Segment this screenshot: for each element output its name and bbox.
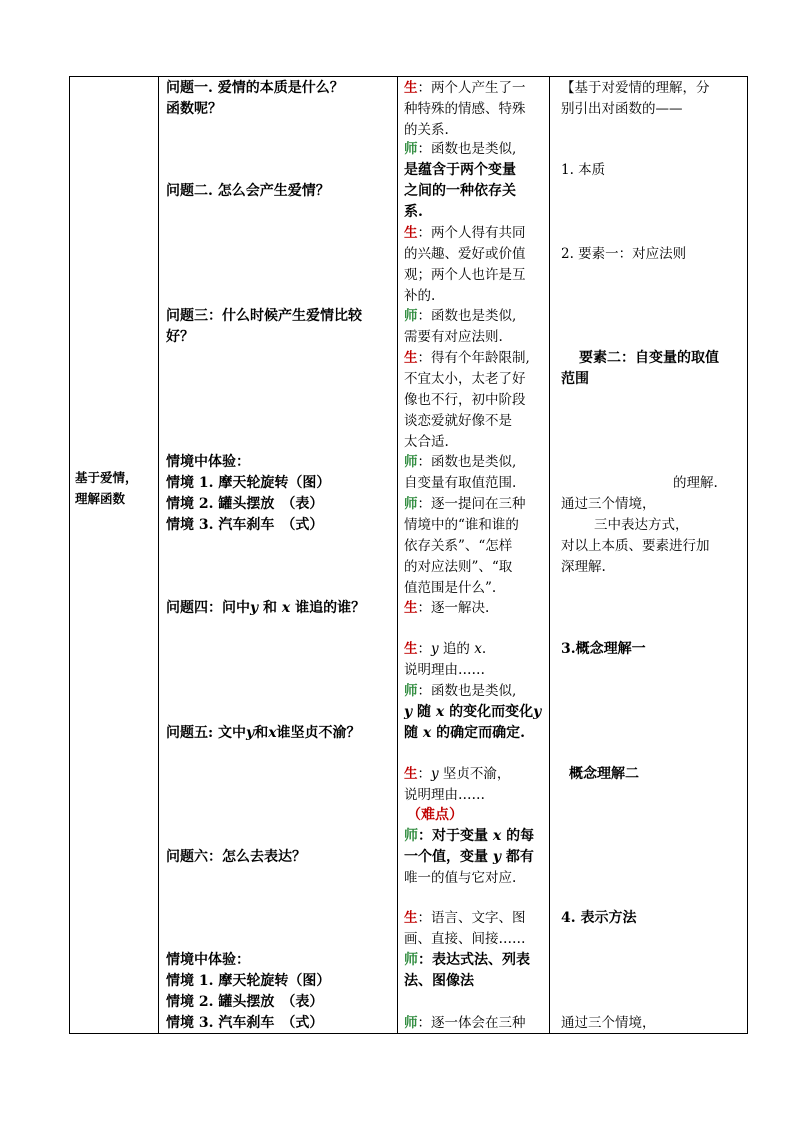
dialog-text: 是蕴含于两个变量 bbox=[404, 162, 516, 178]
question-4-var-x: x bbox=[281, 600, 291, 616]
dialog-text: 需要有对应法则. bbox=[404, 329, 503, 345]
column-divider-3 bbox=[549, 76, 550, 1034]
dialog-text: 补的. bbox=[404, 288, 436, 304]
question-3-line-1: 问题三：什么时候产生爱情比较 bbox=[166, 308, 362, 324]
lesson-table bbox=[69, 76, 748, 1034]
note-element-1: 2. 要素一：对应法则 bbox=[561, 246, 687, 262]
question-1-line-1: 问题一. 爱情的本质是什么？ bbox=[166, 80, 344, 96]
row-label-line-1: 基于爱情， bbox=[75, 470, 138, 485]
student-line: 生：y 坚贞不渝， bbox=[404, 766, 511, 782]
student-line: 生：两个人产生了一 bbox=[404, 80, 526, 96]
dialog-text: 太合适. bbox=[404, 434, 449, 450]
situation-2-2: 情境 2. 罐头摆放 （表） bbox=[166, 994, 324, 1010]
note-understanding-5: 深理解. bbox=[561, 559, 606, 575]
dialog-text: 自变量有取值范围. bbox=[404, 475, 517, 491]
question-4-post: 谁追的谁？ bbox=[290, 600, 366, 616]
situation-heading-2: 情境中体验： bbox=[166, 952, 250, 968]
dialog-text: 说明理由…… bbox=[404, 662, 485, 678]
dialog-text: 情境中的“谁和谁的 bbox=[404, 517, 519, 533]
dialog-text: 种特殊的情感、特殊 bbox=[404, 101, 526, 117]
dialog-text: 系. bbox=[404, 204, 423, 220]
teacher-line: 师：函数也是类似, bbox=[404, 454, 517, 470]
speaker-student: 生 bbox=[404, 350, 418, 366]
teacher-line: 师：表达式法、列表 bbox=[404, 952, 530, 968]
note-understanding-3: 三中表达方式， bbox=[594, 517, 689, 533]
var-y: y bbox=[431, 641, 439, 657]
dialog-text: 一个值，变量 y 都有 bbox=[404, 849, 534, 865]
speaker-student: 生 bbox=[404, 80, 418, 96]
dialog-text: 法、图像法 bbox=[404, 973, 474, 989]
dialog-text: 不宜太小，太老了好 bbox=[404, 371, 526, 387]
dialog-text: 像也不行，初中阶段 bbox=[404, 392, 526, 408]
question-5 bbox=[166, 723, 361, 744]
question-5-var-x: x bbox=[268, 725, 277, 741]
question-4-var-y: y bbox=[250, 600, 259, 616]
dialog-text: 说明理由…… bbox=[404, 787, 485, 803]
table-top-border bbox=[69, 76, 748, 77]
note-element-2-line-2: 范围 bbox=[561, 371, 589, 387]
note-element-2-line-1: 要素二：自变量的取值 bbox=[579, 350, 719, 366]
question-4-mid: 和 bbox=[258, 600, 282, 616]
situation-1-2: 情境 2. 罐头摆放 （表） bbox=[166, 496, 324, 512]
note-essence: 1. 本质 bbox=[561, 162, 606, 178]
speaker-teacher: 师 bbox=[404, 454, 418, 470]
dialog-text: 随 x 的确定而确定. bbox=[404, 725, 525, 741]
notes-intro-line-1: 【基于对爱情的理解，分 bbox=[561, 80, 710, 96]
dialog-text: 之间的一种依存关 bbox=[404, 183, 516, 199]
note-concept-1: 3.概念理解一 bbox=[561, 641, 646, 657]
dialog-text: 唯一的值与它对应. bbox=[404, 870, 517, 886]
speaker-teacher: 师 bbox=[404, 496, 418, 512]
question-5-var-y: y bbox=[246, 725, 255, 741]
row-label bbox=[75, 467, 157, 509]
note-representation: 4. 表示方法 bbox=[561, 910, 637, 926]
dialog-text: y 随 x 的变化而变化y bbox=[404, 704, 542, 720]
speaker-teacher: 师 bbox=[404, 141, 418, 157]
student-line: 生：得有个年龄限制, bbox=[404, 350, 530, 366]
speaker-teacher: 师 bbox=[404, 952, 418, 968]
situation-1-3: 情境 3. 汽车刹车 （式） bbox=[166, 517, 324, 533]
column-divider-2 bbox=[397, 76, 398, 1034]
dialog-text: 值范围是什么”. bbox=[404, 580, 497, 596]
question-5-pre: 问题五: 文中 bbox=[166, 725, 247, 741]
teacher-line: 师：函数也是类似, bbox=[404, 141, 517, 157]
dialog-text: 的对应法则”、“取 bbox=[404, 559, 513, 575]
speaker-student: 生 bbox=[404, 225, 418, 241]
question-1-line-2: 函数呢？ bbox=[166, 101, 222, 117]
dialog-text: 观；两个人也许是互 bbox=[404, 267, 526, 283]
note-understanding-2: 通过三个情境， bbox=[561, 496, 656, 512]
speaker-student: 生 bbox=[404, 600, 418, 616]
dialog-text: 依存关系”、“怎样 bbox=[404, 538, 513, 554]
student-line: 生：y 追的 x. bbox=[404, 641, 487, 657]
speaker-teacher: 师 bbox=[404, 308, 418, 324]
note-three-situations: 通过三个情境， bbox=[561, 1015, 656, 1031]
speaker-student: 生 bbox=[404, 641, 418, 657]
column-divider-1 bbox=[158, 76, 159, 1034]
var-y: y bbox=[431, 766, 439, 782]
dialog-text: 谈恋爱就好像不是 bbox=[404, 413, 512, 429]
var-x: x bbox=[474, 641, 482, 657]
speaker-student: 生 bbox=[404, 766, 418, 782]
teacher-line: 师：函数也是类似, bbox=[404, 683, 517, 699]
speaker-teacher: 师 bbox=[404, 683, 418, 699]
note-understanding-4: 对以上本质、要素进行加 bbox=[561, 538, 710, 554]
speaker-teacher: 师 bbox=[404, 1015, 418, 1031]
situation-2-1: 情境 1. 摩天轮旋转（图） bbox=[166, 973, 331, 989]
question-6: 问题六：怎么去表达？ bbox=[166, 849, 306, 865]
table-right-border bbox=[747, 76, 748, 1034]
dialog-text: 画、直接、间接…… bbox=[404, 931, 526, 947]
row-label-line-2: 理解函数 bbox=[75, 491, 126, 506]
note-understanding-1: 的理解. bbox=[673, 475, 718, 491]
dialog-text: 的关系. bbox=[404, 122, 449, 138]
note-concept-2: 概念理解二 bbox=[569, 766, 639, 782]
speaker-teacher: 师 bbox=[404, 828, 418, 844]
student-line: 生：两个人得有共同 bbox=[404, 225, 526, 241]
notes-intro-line-2: 别引出对函数的—— bbox=[561, 101, 683, 117]
dialog-text: 的兴趣、爱好或价值 bbox=[404, 246, 526, 262]
difficulty-note: （难点） bbox=[407, 807, 463, 823]
student-line: 生：语言、文字、图 bbox=[404, 910, 526, 926]
question-5-post: 谁坚贞不渝？ bbox=[276, 725, 361, 741]
question-4-pre: 问题四：问中 bbox=[166, 600, 250, 616]
question-4 bbox=[166, 598, 365, 619]
student-line: 生：逐一解决. bbox=[404, 600, 490, 616]
teacher-line: 师：逐一提问在三种 bbox=[404, 496, 526, 512]
situation-heading-1: 情境中体验： bbox=[166, 454, 250, 470]
teacher-line: 师：逐一体会在三种 bbox=[404, 1015, 526, 1031]
teacher-line: 师：对于变量 x 的每 bbox=[404, 828, 535, 844]
question-2: 问题二. 怎么会产生爱情？ bbox=[166, 183, 330, 199]
question-3-line-2: 好？ bbox=[166, 329, 194, 345]
speaker-student: 生 bbox=[404, 910, 418, 926]
question-5-mid: 和 bbox=[254, 725, 269, 741]
situation-2-3: 情境 3. 汽车刹车 （式） bbox=[166, 1015, 324, 1031]
table-left-border bbox=[69, 76, 70, 1034]
situation-1-1: 情境 1. 摩天轮旋转（图） bbox=[166, 475, 331, 491]
teacher-line: 师：函数也是类似, bbox=[404, 308, 517, 324]
